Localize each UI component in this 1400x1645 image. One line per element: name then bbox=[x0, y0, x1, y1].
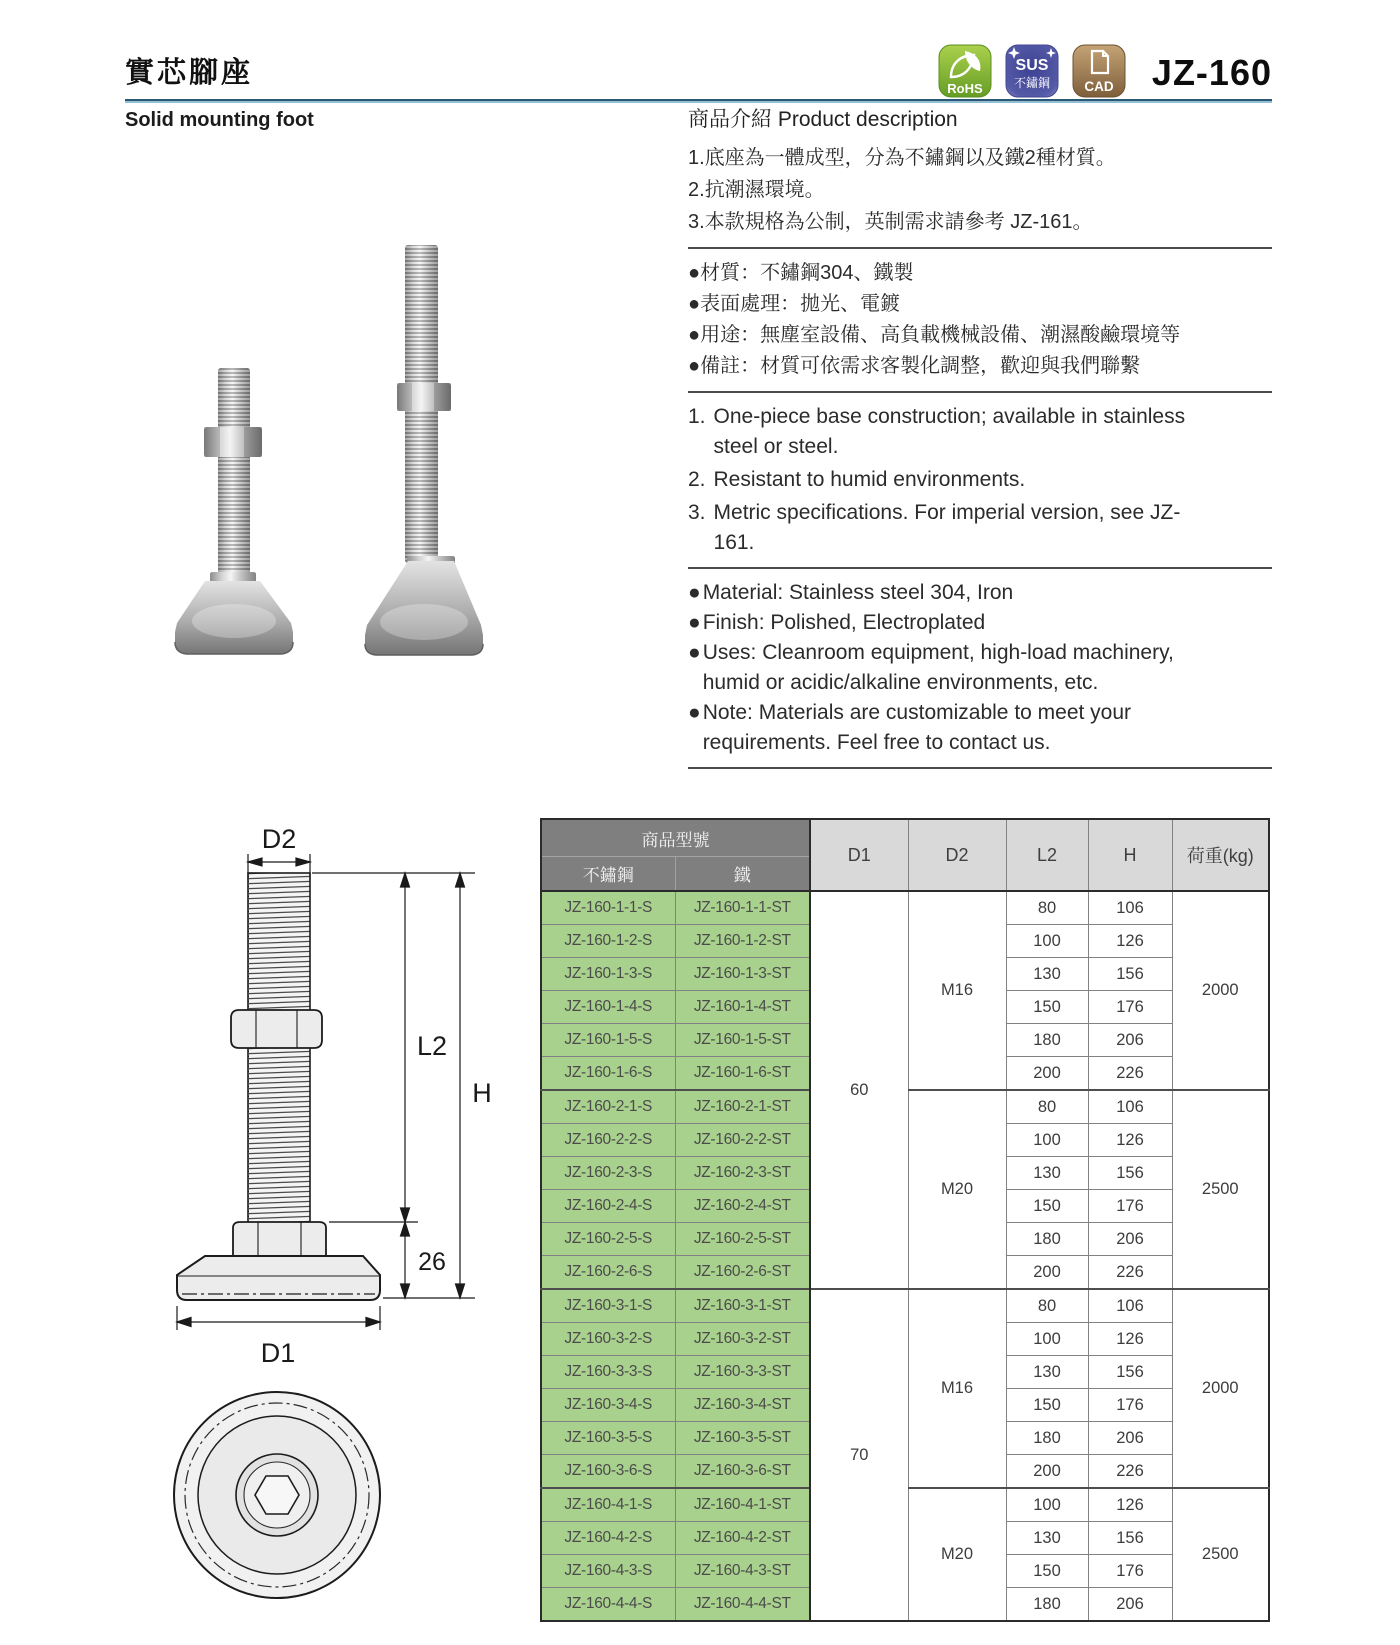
load-value-cell: 2500 bbox=[1172, 1488, 1269, 1621]
item-number: 1. bbox=[688, 147, 705, 169]
header-d1: D1 bbox=[810, 819, 908, 891]
en-bullet-item bbox=[688, 698, 1212, 758]
bullet-marker: ● bbox=[688, 355, 701, 377]
l2-value-cell: 80 bbox=[1006, 1090, 1088, 1124]
description-heading: 商品介紹 Product description bbox=[688, 108, 958, 131]
d1-value-cell: 60 bbox=[810, 891, 908, 1289]
item-text: 備註：材質可依需求客製化調整，歡迎與我們聯繫 bbox=[700, 355, 1141, 377]
header-d2: D2 bbox=[908, 819, 1006, 891]
cn-bullet-item bbox=[688, 351, 1212, 382]
model-iron-cell: JZ-160-4-3-ST bbox=[675, 1555, 810, 1588]
l2-value-cell: 80 bbox=[1006, 1289, 1088, 1323]
l2-value-cell: 80 bbox=[1006, 891, 1088, 925]
en-bullet-item bbox=[688, 578, 1212, 608]
h-value-cell: 176 bbox=[1088, 1555, 1172, 1588]
h-value-cell: 126 bbox=[1088, 1488, 1172, 1522]
l2-value-cell: 130 bbox=[1006, 1522, 1088, 1555]
model-stainless-cell: JZ-160-4-1-S bbox=[541, 1488, 675, 1522]
item-text: 用途：無塵室設備、高負載機械設備、潮濕酸鹼環境等 bbox=[700, 324, 1181, 346]
model-stainless-cell: JZ-160-2-3-S bbox=[541, 1157, 675, 1190]
load-value-cell: 2000 bbox=[1172, 1289, 1269, 1488]
spec-table-header bbox=[541, 819, 1269, 891]
h-value-cell: 126 bbox=[1088, 925, 1172, 958]
header-load: 荷重(kg) bbox=[1172, 819, 1269, 891]
header-stainless: 不鏽鋼 bbox=[541, 857, 675, 892]
dim-label-d1: D1 bbox=[260, 1338, 296, 1368]
l2-value-cell: 130 bbox=[1006, 1356, 1088, 1389]
model-iron-cell: JZ-160-1-4-ST bbox=[675, 991, 810, 1024]
tall-foot-photo bbox=[365, 245, 483, 655]
en-numbered-list bbox=[688, 402, 1272, 558]
l2-value-cell: 200 bbox=[1006, 1256, 1088, 1290]
model-iron-cell: JZ-160-2-3-ST bbox=[675, 1157, 810, 1190]
section-divider bbox=[688, 767, 1272, 769]
product-photos bbox=[120, 180, 620, 665]
h-value-cell: 176 bbox=[1088, 1190, 1172, 1223]
cn-numbered-item bbox=[688, 174, 1212, 206]
product-description-section bbox=[688, 103, 1272, 778]
model-stainless-cell: JZ-160-2-4-S bbox=[541, 1190, 675, 1223]
l2-value-cell: 100 bbox=[1006, 925, 1088, 958]
item-text: Uses: Cleanroom equipment, high-load machinery, humid or acidic/alkaline environments, etc. bbox=[702, 641, 1174, 694]
section-divider bbox=[688, 247, 1272, 249]
model-iron-cell: JZ-160-1-2-ST bbox=[675, 925, 810, 958]
model-iron-cell: JZ-160-1-5-ST bbox=[675, 1024, 810, 1057]
model-iron-cell: JZ-160-3-1-ST bbox=[675, 1289, 810, 1323]
spec-table-row bbox=[541, 891, 1269, 925]
section-divider bbox=[688, 567, 1272, 569]
d2-value-cell: M16 bbox=[908, 891, 1006, 1090]
l2-value-cell: 100 bbox=[1006, 1488, 1088, 1522]
en-numbered-item bbox=[688, 402, 1212, 462]
model-iron-cell: JZ-160-2-5-ST bbox=[675, 1223, 810, 1256]
model-stainless-cell: JZ-160-3-5-S bbox=[541, 1422, 675, 1455]
h-value-cell: 106 bbox=[1088, 891, 1172, 925]
spec-table bbox=[540, 818, 1270, 1622]
l2-value-cell: 180 bbox=[1006, 1024, 1088, 1057]
load-value-cell: 2000 bbox=[1172, 891, 1269, 1090]
bottom-view-drawing bbox=[174, 1392, 380, 1598]
model-iron-cell: JZ-160-3-2-ST bbox=[675, 1323, 810, 1356]
model-stainless-cell: JZ-160-3-1-S bbox=[541, 1289, 675, 1323]
item-number: 2. bbox=[688, 179, 705, 201]
l2-value-cell: 150 bbox=[1006, 1555, 1088, 1588]
cn-bullet-item bbox=[688, 258, 1212, 289]
model-iron-cell: JZ-160-4-1-ST bbox=[675, 1488, 810, 1522]
spec-table-section bbox=[540, 818, 1270, 1622]
bullet-marker: ● bbox=[688, 581, 701, 604]
side-view-drawing bbox=[177, 873, 380, 1300]
model-iron-cell: JZ-160-2-6-ST bbox=[675, 1256, 810, 1290]
header-h: H bbox=[1088, 819, 1172, 891]
dim-label-d2: D2 bbox=[261, 824, 297, 854]
bullet-marker: ● bbox=[688, 262, 701, 284]
l2-value-cell: 150 bbox=[1006, 1190, 1088, 1223]
dimension-drawing bbox=[125, 770, 510, 1635]
model-stainless-cell: JZ-160-3-6-S bbox=[541, 1455, 675, 1489]
model-stainless-cell: JZ-160-1-6-S bbox=[541, 1057, 675, 1091]
dim-label-l2: L2 bbox=[416, 1031, 448, 1061]
model-stainless-cell: JZ-160-4-2-S bbox=[541, 1522, 675, 1555]
h-value-cell: 106 bbox=[1088, 1289, 1172, 1323]
spec-table-row bbox=[541, 1289, 1269, 1323]
h-value-cell: 156 bbox=[1088, 1356, 1172, 1389]
header-model-group: 商品型號 bbox=[541, 819, 810, 857]
h-value-cell: 226 bbox=[1088, 1256, 1172, 1290]
model-iron-cell: JZ-160-2-1-ST bbox=[675, 1090, 810, 1124]
item-text: Material: Stainless steel 304, Iron bbox=[702, 581, 1014, 604]
model-stainless-cell: JZ-160-1-1-S bbox=[541, 891, 675, 925]
dim-label-base-height: 26 bbox=[418, 1248, 446, 1276]
rohs-badge-label: RoHS bbox=[947, 81, 983, 96]
l2-value-cell: 150 bbox=[1006, 1389, 1088, 1422]
l2-value-cell: 100 bbox=[1006, 1124, 1088, 1157]
model-stainless-cell: JZ-160-2-2-S bbox=[541, 1124, 675, 1157]
item-text: 底座為一體成型，分為不鏽鋼以及鐵2種材質。 bbox=[704, 147, 1116, 169]
d2-value-cell: M20 bbox=[908, 1090, 1006, 1289]
item-number: 3. bbox=[688, 501, 706, 524]
l2-value-cell: 200 bbox=[1006, 1057, 1088, 1091]
d2-value-cell: M20 bbox=[908, 1488, 1006, 1621]
model-stainless-cell: JZ-160-1-3-S bbox=[541, 958, 675, 991]
h-value-cell: 176 bbox=[1088, 1389, 1172, 1422]
header-l2: L2 bbox=[1006, 819, 1088, 891]
item-text: Resistant to humid environments. bbox=[713, 468, 1026, 491]
model-stainless-cell: JZ-160-1-2-S bbox=[541, 925, 675, 958]
en-numbered-item bbox=[688, 498, 1212, 558]
sus-badge-line1: SUS bbox=[1015, 57, 1049, 74]
item-text: 材質：不鏽鋼304、鐵製 bbox=[700, 262, 914, 284]
h-value-cell: 176 bbox=[1088, 991, 1172, 1024]
cad-badge-label: CAD bbox=[1084, 79, 1114, 94]
cad-badge-icon bbox=[1072, 44, 1126, 98]
model-iron-cell: JZ-160-3-5-ST bbox=[675, 1422, 810, 1455]
cn-numbered-item bbox=[688, 206, 1212, 238]
dim-label-h: H bbox=[472, 1078, 492, 1108]
cn-numbered-item bbox=[688, 142, 1212, 174]
model-stainless-cell: JZ-160-1-4-S bbox=[541, 991, 675, 1024]
bullet-marker: ● bbox=[688, 293, 701, 315]
h-value-cell: 126 bbox=[1088, 1323, 1172, 1356]
base-hex-drawing bbox=[233, 1222, 326, 1256]
d1-value-cell: 70 bbox=[810, 1289, 908, 1621]
h-value-cell: 206 bbox=[1088, 1024, 1172, 1057]
header-iron: 鐵 bbox=[675, 857, 810, 892]
h-value-cell: 226 bbox=[1088, 1455, 1172, 1489]
model-iron-cell: JZ-160-3-6-ST bbox=[675, 1455, 810, 1489]
cn-bullet-item bbox=[688, 289, 1212, 320]
item-text: 表面處理：拋光、電鍍 bbox=[700, 293, 901, 315]
cn-bullet-list bbox=[688, 258, 1272, 382]
spec-table-body bbox=[541, 891, 1269, 1621]
bullet-marker: ● bbox=[688, 611, 701, 634]
model-stainless-cell: JZ-160-2-1-S bbox=[541, 1090, 675, 1124]
l2-value-cell: 200 bbox=[1006, 1455, 1088, 1489]
model-iron-cell: JZ-160-3-4-ST bbox=[675, 1389, 810, 1422]
short-foot-photo bbox=[175, 368, 293, 654]
model-iron-cell: JZ-160-1-3-ST bbox=[675, 958, 810, 991]
model-number: JZ-160 bbox=[1151, 52, 1272, 93]
model-stainless-cell: JZ-160-2-5-S bbox=[541, 1223, 675, 1256]
product-photo-illustration bbox=[120, 180, 620, 660]
model-stainless-cell: JZ-160-4-4-S bbox=[541, 1588, 675, 1622]
cn-numbered-list bbox=[688, 142, 1272, 238]
item-text: One-piece base construction; available in stainless steel or steel. bbox=[713, 405, 1186, 458]
item-text: 本款規格為公制，英制需求請參考 JZ-161。 bbox=[704, 211, 1093, 233]
l2-value-cell: 130 bbox=[1006, 1157, 1088, 1190]
page-title: 實芯腳座 bbox=[125, 57, 254, 89]
l2-value-cell: 180 bbox=[1006, 1422, 1088, 1455]
h-value-cell: 206 bbox=[1088, 1422, 1172, 1455]
l2-value-cell: 100 bbox=[1006, 1323, 1088, 1356]
h-value-cell: 156 bbox=[1088, 1157, 1172, 1190]
h-value-cell: 156 bbox=[1088, 958, 1172, 991]
rohs-badge-icon bbox=[938, 44, 992, 98]
l2-value-cell: 180 bbox=[1006, 1588, 1088, 1622]
en-bullet-item bbox=[688, 638, 1212, 698]
item-text: Note: Materials are customizable to meet your requirements. Feel free to contact us. bbox=[702, 701, 1132, 754]
model-iron-cell: JZ-160-4-2-ST bbox=[675, 1522, 810, 1555]
sus-badge-line2: 不鏽鋼 bbox=[1013, 76, 1051, 90]
item-text: 抗潮濕環境。 bbox=[704, 179, 825, 201]
l2-value-cell: 150 bbox=[1006, 991, 1088, 1024]
model-iron-cell: JZ-160-4-4-ST bbox=[675, 1588, 810, 1622]
model-stainless-cell: JZ-160-2-6-S bbox=[541, 1256, 675, 1290]
en-numbered-item bbox=[688, 465, 1212, 495]
h-value-cell: 106 bbox=[1088, 1090, 1172, 1124]
sus-badge-icon bbox=[1005, 44, 1059, 98]
h-value-cell: 156 bbox=[1088, 1522, 1172, 1555]
bullet-marker: ● bbox=[688, 324, 701, 346]
item-text: Metric specifications. For imperial version, see JZ-161. bbox=[713, 501, 1181, 554]
item-text: Finish: Polished, Electroplated bbox=[702, 611, 986, 634]
h-value-cell: 206 bbox=[1088, 1223, 1172, 1256]
model-stainless-cell: JZ-160-3-4-S bbox=[541, 1389, 675, 1422]
section-divider bbox=[688, 391, 1272, 393]
bullet-marker: ● bbox=[688, 701, 701, 724]
model-iron-cell: JZ-160-1-6-ST bbox=[675, 1057, 810, 1091]
bullet-marker: ● bbox=[688, 641, 701, 664]
model-stainless-cell: JZ-160-3-3-S bbox=[541, 1356, 675, 1389]
hex-nut-drawing bbox=[231, 1010, 322, 1048]
d2-value-cell: M16 bbox=[908, 1289, 1006, 1488]
item-number: 3. bbox=[688, 211, 705, 233]
model-stainless-cell: JZ-160-3-2-S bbox=[541, 1323, 675, 1356]
model-iron-cell: JZ-160-2-4-ST bbox=[675, 1190, 810, 1223]
h-value-cell: 126 bbox=[1088, 1124, 1172, 1157]
en-bullet-list bbox=[688, 578, 1272, 758]
dimension-drawing-svg bbox=[125, 770, 510, 1630]
l2-value-cell: 130 bbox=[1006, 958, 1088, 991]
model-iron-cell: JZ-160-2-2-ST bbox=[675, 1124, 810, 1157]
item-number: 2. bbox=[688, 468, 706, 491]
load-value-cell: 2500 bbox=[1172, 1090, 1269, 1289]
h-value-cell: 206 bbox=[1088, 1588, 1172, 1622]
cn-bullet-item bbox=[688, 320, 1212, 351]
page-subtitle: Solid mounting foot bbox=[125, 109, 314, 131]
en-bullet-item bbox=[688, 608, 1212, 638]
model-stainless-cell: JZ-160-4-3-S bbox=[541, 1555, 675, 1588]
h-value-cell: 226 bbox=[1088, 1057, 1172, 1091]
model-iron-cell: JZ-160-1-1-ST bbox=[675, 891, 810, 925]
item-number: 1. bbox=[688, 405, 706, 428]
l2-value-cell: 180 bbox=[1006, 1223, 1088, 1256]
certification-badges bbox=[938, 44, 1126, 98]
model-iron-cell: JZ-160-3-3-ST bbox=[675, 1356, 810, 1389]
model-stainless-cell: JZ-160-1-5-S bbox=[541, 1024, 675, 1057]
